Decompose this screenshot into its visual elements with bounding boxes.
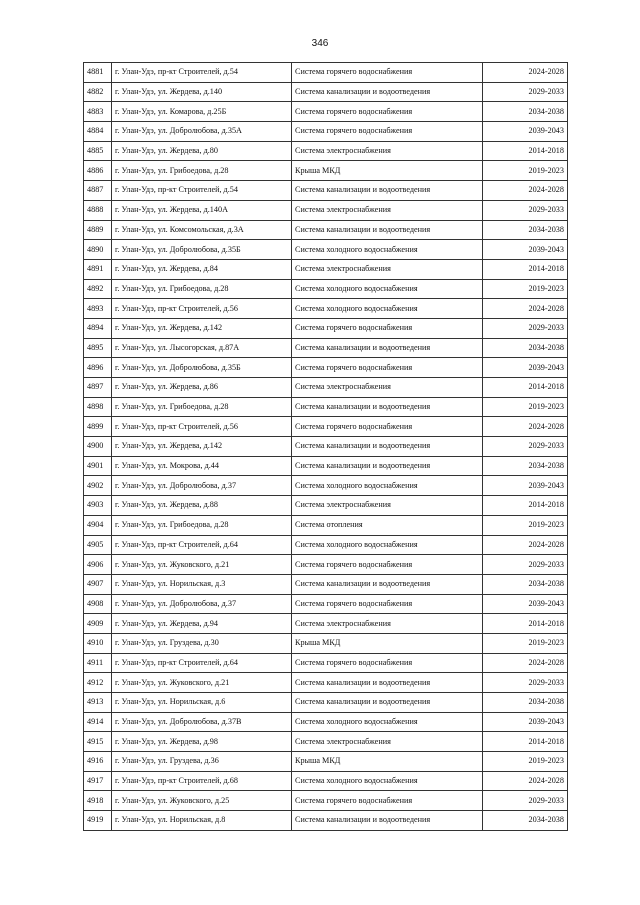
row-number: 4894: [84, 318, 112, 338]
system-cell: Система горячего водоснабжения: [292, 417, 483, 437]
period-cell: 2034-2038: [483, 811, 568, 831]
table-row: [84, 299, 568, 319]
period-cell: 2019-2023: [483, 515, 568, 535]
period-cell: 2014-2018: [483, 259, 568, 279]
system-cell: Система горячего водоснабжения: [292, 653, 483, 673]
address-cell: г. Улан-Удэ, пр-кт Строителей, д.54: [112, 181, 292, 201]
system-cell: Система электроснабжения: [292, 378, 483, 398]
registry-table-body: [84, 63, 568, 831]
table-row: [84, 122, 568, 142]
address-cell: г. Улан-Удэ, ул. Груздева, д.36: [112, 752, 292, 772]
row-number: 4882: [84, 82, 112, 102]
address-cell: г. Улан-Удэ, ул. Лысогорская, д.87А: [112, 338, 292, 358]
table-row: [84, 535, 568, 555]
row-number: 4900: [84, 437, 112, 457]
address-cell: г. Улан-Удэ, ул. Грибоедова, д.28: [112, 161, 292, 181]
period-cell: 2029-2033: [483, 200, 568, 220]
table-row: [84, 456, 568, 476]
system-cell: Система электроснабжения: [292, 200, 483, 220]
table-row: [84, 476, 568, 496]
table-row: [84, 102, 568, 122]
system-cell: Система электроснабжения: [292, 614, 483, 634]
page-number: 346: [311, 38, 329, 49]
table-row: [84, 614, 568, 634]
row-number: 4885: [84, 141, 112, 161]
row-number: 4891: [84, 259, 112, 279]
row-number: 4886: [84, 161, 112, 181]
address-cell: г. Улан-Удэ, ул. Грибоедова, д.28: [112, 279, 292, 299]
system-cell: Система горячего водоснабжения: [292, 102, 483, 122]
period-cell: 2039-2043: [483, 476, 568, 496]
address-cell: г. Улан-Удэ, ул. Жердева, д.80: [112, 141, 292, 161]
row-number: 4907: [84, 574, 112, 594]
address-cell: г. Улан-Удэ, ул. Комарова, д.25Б: [112, 102, 292, 122]
table-row: [84, 82, 568, 102]
period-cell: 2029-2033: [483, 791, 568, 811]
period-cell: 2034-2038: [483, 220, 568, 240]
address-cell: г. Улан-Удэ, ул. Комсомольская, д.3А: [112, 220, 292, 240]
table-row: [84, 673, 568, 693]
system-cell: Система холодного водоснабжения: [292, 712, 483, 732]
system-cell: Система холодного водоснабжения: [292, 299, 483, 319]
address-cell: г. Улан-Удэ, ул. Жердева, д.86: [112, 378, 292, 398]
row-number: 4909: [84, 614, 112, 634]
table-row: [84, 397, 568, 417]
row-number: 4917: [84, 771, 112, 791]
row-number: 4884: [84, 122, 112, 142]
address-cell: г. Улан-Удэ, пр-кт Строителей, д.54: [112, 63, 292, 83]
address-cell: г. Улан-Удэ, ул. Мокрова, д.44: [112, 456, 292, 476]
address-cell: г. Улан-Удэ, ул. Груздева, д.30: [112, 633, 292, 653]
row-number: 4902: [84, 476, 112, 496]
row-number: 4911: [84, 653, 112, 673]
system-cell: Система холодного водоснабжения: [292, 771, 483, 791]
table-row: [84, 712, 568, 732]
period-cell: 2024-2028: [483, 535, 568, 555]
row-number: 4887: [84, 181, 112, 201]
row-number: 4904: [84, 515, 112, 535]
period-cell: 2029-2033: [483, 318, 568, 338]
period-cell: 2024-2028: [483, 653, 568, 673]
address-cell: г. Улан-Удэ, ул. Грибоедова, д.28: [112, 397, 292, 417]
table-row: [84, 732, 568, 752]
row-number: 4897: [84, 378, 112, 398]
row-number: 4895: [84, 338, 112, 358]
period-cell: 2019-2023: [483, 397, 568, 417]
period-cell: 2024-2028: [483, 299, 568, 319]
address-cell: г. Улан-Удэ, ул. Добролюбова, д.35А: [112, 122, 292, 142]
row-number: 4889: [84, 220, 112, 240]
row-number: 4901: [84, 456, 112, 476]
table-row: [84, 574, 568, 594]
address-cell: г. Улан-Удэ, пр-кт Строителей, д.56: [112, 417, 292, 437]
system-cell: Система холодного водоснабжения: [292, 279, 483, 299]
address-cell: г. Улан-Удэ, ул. Жуковского, д.21: [112, 555, 292, 575]
table-row: [84, 752, 568, 772]
period-cell: 2039-2043: [483, 594, 568, 614]
system-cell: Система холодного водоснабжения: [292, 240, 483, 260]
table-row: [84, 693, 568, 713]
address-cell: г. Улан-Удэ, ул. Жердева, д.140: [112, 82, 292, 102]
period-cell: 2029-2033: [483, 82, 568, 102]
table-row: [84, 515, 568, 535]
system-cell: Система горячего водоснабжения: [292, 122, 483, 142]
table-row: [84, 653, 568, 673]
system-cell: Система электроснабжения: [292, 259, 483, 279]
system-cell: Система канализации и водоотведения: [292, 220, 483, 240]
period-cell: 2034-2038: [483, 102, 568, 122]
row-number: 4908: [84, 594, 112, 614]
system-cell: Система горячего водоснабжения: [292, 318, 483, 338]
row-number: 4899: [84, 417, 112, 437]
address-cell: г. Улан-Удэ, ул. Норильская, д.6: [112, 693, 292, 713]
system-cell: Система холодного водоснабжения: [292, 476, 483, 496]
table-row: [84, 259, 568, 279]
row-number: 4910: [84, 633, 112, 653]
period-cell: 2024-2028: [483, 181, 568, 201]
row-number: 4898: [84, 397, 112, 417]
period-cell: 2024-2028: [483, 417, 568, 437]
period-cell: 2019-2023: [483, 633, 568, 653]
row-number: 4914: [84, 712, 112, 732]
system-cell: Система канализации и водоотведения: [292, 456, 483, 476]
address-cell: г. Улан-Удэ, пр-кт Строителей, д.64: [112, 535, 292, 555]
period-cell: 2014-2018: [483, 141, 568, 161]
table-row: [84, 279, 568, 299]
address-cell: г. Улан-Удэ, ул. Жердева, д.84: [112, 259, 292, 279]
table-row: [84, 496, 568, 516]
row-number: 4903: [84, 496, 112, 516]
table-row: [84, 555, 568, 575]
row-number: 4912: [84, 673, 112, 693]
address-cell: г. Улан-Удэ, пр-кт Строителей, д.68: [112, 771, 292, 791]
address-cell: г. Улан-Удэ, ул. Добролюбова, д.37В: [112, 712, 292, 732]
table-row: [84, 791, 568, 811]
system-cell: Система электроснабжения: [292, 732, 483, 752]
period-cell: 2039-2043: [483, 240, 568, 260]
address-cell: г. Улан-Удэ, ул. Добролюбова, д.35Б: [112, 240, 292, 260]
system-cell: Система канализации и водоотведения: [292, 811, 483, 831]
table-row: [84, 63, 568, 83]
row-number: 4913: [84, 693, 112, 713]
address-cell: г. Улан-Удэ, пр-кт Строителей, д.64: [112, 653, 292, 673]
period-cell: 2039-2043: [483, 712, 568, 732]
row-number: 4919: [84, 811, 112, 831]
system-cell: Система канализации и водоотведения: [292, 693, 483, 713]
table-row: [84, 220, 568, 240]
period-cell: 2014-2018: [483, 614, 568, 634]
period-cell: 2039-2043: [483, 122, 568, 142]
address-cell: г. Улан-Удэ, ул. Жердева, д.142: [112, 318, 292, 338]
address-cell: г. Улан-Удэ, ул. Норильская, д.3: [112, 574, 292, 594]
system-cell: Система канализации и водоотведения: [292, 338, 483, 358]
table-row: [84, 358, 568, 378]
table-row: [84, 771, 568, 791]
period-cell: 2034-2038: [483, 456, 568, 476]
row-number: 4893: [84, 299, 112, 319]
row-number: 4896: [84, 358, 112, 378]
table-row: [84, 181, 568, 201]
system-cell: Система канализации и водоотведения: [292, 673, 483, 693]
table-row: [84, 633, 568, 653]
table-row: [84, 417, 568, 437]
period-cell: 2039-2043: [483, 358, 568, 378]
system-cell: Система канализации и водоотведения: [292, 181, 483, 201]
row-number: 4883: [84, 102, 112, 122]
table-row: [84, 378, 568, 398]
system-cell: Система горячего водоснабжения: [292, 63, 483, 83]
row-number: 4916: [84, 752, 112, 772]
row-number: 4905: [84, 535, 112, 555]
period-cell: 2014-2018: [483, 378, 568, 398]
address-cell: г. Улан-Удэ, ул. Жуковского, д.21: [112, 673, 292, 693]
row-number: 4881: [84, 63, 112, 83]
row-number: 4906: [84, 555, 112, 575]
table-row: [84, 594, 568, 614]
row-number: 4915: [84, 732, 112, 752]
table-row: [84, 811, 568, 831]
period-cell: 2024-2028: [483, 771, 568, 791]
table-row: [84, 338, 568, 358]
period-cell: 2019-2023: [483, 279, 568, 299]
period-cell: 2034-2038: [483, 338, 568, 358]
address-cell: г. Улан-Удэ, пр-кт Строителей, д.56: [112, 299, 292, 319]
system-cell: Крыша МКД: [292, 752, 483, 772]
table-row: [84, 200, 568, 220]
system-cell: Система горячего водоснабжения: [292, 791, 483, 811]
system-cell: Система горячего водоснабжения: [292, 594, 483, 614]
period-cell: 2029-2033: [483, 555, 568, 575]
system-cell: Крыша МКД: [292, 161, 483, 181]
address-cell: г. Улан-Удэ, ул. Жердева, д.142: [112, 437, 292, 457]
address-cell: г. Улан-Удэ, ул. Жердева, д.94: [112, 614, 292, 634]
system-cell: Система горячего водоснабжения: [292, 555, 483, 575]
system-cell: Система канализации и водоотведения: [292, 574, 483, 594]
period-cell: 2019-2023: [483, 161, 568, 181]
period-cell: 2029-2033: [483, 673, 568, 693]
address-cell: г. Улан-Удэ, ул. Добролюбова, д.37: [112, 476, 292, 496]
row-number: 4888: [84, 200, 112, 220]
address-cell: г. Улан-Удэ, ул. Добролюбова, д.35Б: [112, 358, 292, 378]
period-cell: 2014-2018: [483, 732, 568, 752]
period-cell: 2019-2023: [483, 752, 568, 772]
address-cell: г. Улан-Удэ, ул. Грибоедова, д.28: [112, 515, 292, 535]
address-cell: г. Улан-Удэ, ул. Добролюбова, д.37: [112, 594, 292, 614]
system-cell: Система канализации и водоотведения: [292, 82, 483, 102]
address-cell: г. Улан-Удэ, ул. Жердева, д.98: [112, 732, 292, 752]
system-cell: Система горячего водоснабжения: [292, 358, 483, 378]
table-row: [84, 161, 568, 181]
period-cell: 2029-2033: [483, 437, 568, 457]
system-cell: Система холодного водоснабжения: [292, 535, 483, 555]
row-number: 4892: [84, 279, 112, 299]
table-row: [84, 141, 568, 161]
registry-table: [83, 62, 568, 831]
system-cell: Система электроснабжения: [292, 141, 483, 161]
address-cell: г. Улан-Удэ, ул. Жуковского, д.25: [112, 791, 292, 811]
system-cell: Система отопления: [292, 515, 483, 535]
period-cell: 2024-2028: [483, 63, 568, 83]
system-cell: Система электроснабжения: [292, 496, 483, 516]
period-cell: 2014-2018: [483, 496, 568, 516]
table-row: [84, 240, 568, 260]
period-cell: 2034-2038: [483, 693, 568, 713]
address-cell: г. Улан-Удэ, ул. Жердева, д.140А: [112, 200, 292, 220]
address-cell: г. Улан-Удэ, ул. Норильская, д.8: [112, 811, 292, 831]
row-number: 4890: [84, 240, 112, 260]
system-cell: Система канализации и водоотведения: [292, 437, 483, 457]
period-cell: 2034-2038: [483, 574, 568, 594]
row-number: 4918: [84, 791, 112, 811]
table-row: [84, 318, 568, 338]
system-cell: Система канализации и водоотведения: [292, 397, 483, 417]
address-cell: г. Улан-Удэ, ул. Жердева, д.88: [112, 496, 292, 516]
system-cell: Крыша МКД: [292, 633, 483, 653]
table-row: [84, 437, 568, 457]
